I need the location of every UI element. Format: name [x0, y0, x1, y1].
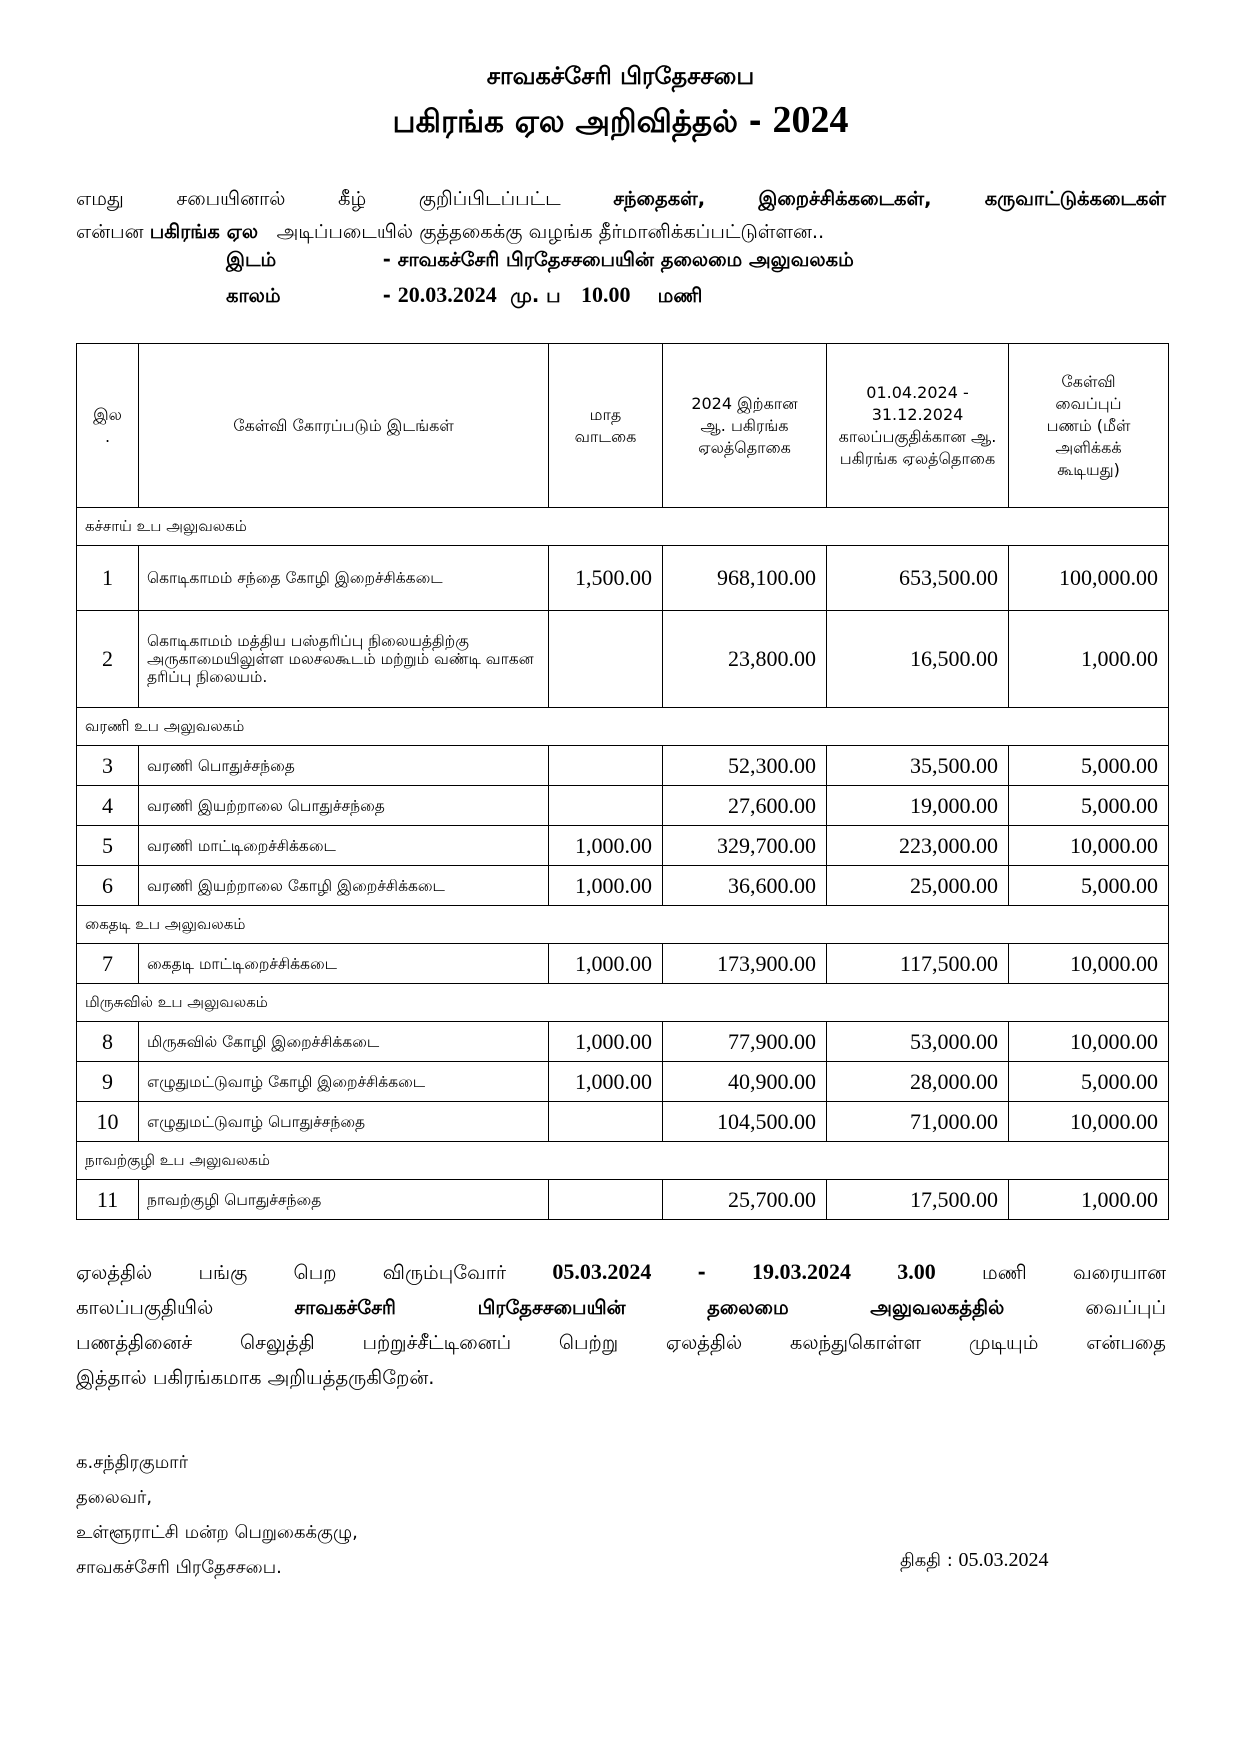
- row-place: வரணி பொதுச்சந்தை: [139, 746, 549, 786]
- closing-p5: இத்தால் பகிரங்கமாக அறியத்தருகிறேன்.: [76, 1366, 435, 1389]
- row-index: 11: [77, 1180, 139, 1220]
- row-auction-2024: 25,700.00: [663, 1180, 827, 1220]
- row-monthly-rent: 1,500.00: [549, 546, 663, 611]
- row-deposit: 10,000.00: [1009, 1022, 1169, 1062]
- intro-line1-bold: சந்தைகள், இறைச்சிக்கடைகள், கருவாட்டுக்கடைகள்: [613, 187, 1166, 210]
- row-place: மிருசுவில் கோழி இறைச்சிக்கடை: [139, 1022, 549, 1062]
- row-place: நாவற்குழி பொதுச்சந்தை: [139, 1180, 549, 1220]
- closing-p3: காலப்பகுதியில்: [76, 1296, 214, 1319]
- row-monthly-rent: [549, 1102, 663, 1142]
- section-title: நாவற்குழி உப அலுவலகம்: [77, 1142, 1169, 1180]
- row-monthly-rent: [549, 786, 663, 826]
- intro-line2-suffix: அடிப்படையில் குத்தகைக்கு வழங்க தீர்மானிக்கப்பட்டுள்ளன..: [276, 220, 825, 243]
- row-auction-2024: 27,600.00: [663, 786, 827, 826]
- row-auction-2024: 329,700.00: [663, 826, 827, 866]
- row-monthly-rent: 1,000.00: [549, 1062, 663, 1102]
- time-date: 20.03.2024: [397, 282, 497, 307]
- closing-p2: மணி வரையான: [982, 1261, 1167, 1284]
- row-period-amount: 71,000.00: [827, 1102, 1009, 1142]
- closing-end-time: 3.00: [897, 1259, 936, 1284]
- row-auction-2024: 36,600.00: [663, 866, 827, 906]
- table-header-row: [77, 344, 1169, 508]
- signature-block: [76, 1445, 358, 1585]
- row-deposit: 10,000.00: [1009, 944, 1169, 984]
- header-index: இல .: [77, 344, 139, 508]
- row-index: 2: [77, 611, 139, 708]
- row-deposit: 5,000.00: [1009, 1062, 1169, 1102]
- row-index: 7: [77, 944, 139, 984]
- row-index: 8: [77, 1022, 139, 1062]
- notice-title: [0, 98, 1241, 144]
- organization-name: சாவகச்சேரி பிரதேசசபை: [486, 62, 755, 90]
- row-deposit: 10,000.00: [1009, 826, 1169, 866]
- section-row: [77, 708, 1169, 746]
- row-deposit: 1,000.00: [1009, 1180, 1169, 1220]
- section-title: வரணி உப அலுவலகம்: [77, 708, 1169, 746]
- row-index: 5: [77, 826, 139, 866]
- row-monthly-rent: 1,000.00: [549, 826, 663, 866]
- header-location: கேள்வி கோரப்படும் இடங்கள்: [139, 344, 549, 508]
- date-label: திகதி :: [900, 1550, 953, 1571]
- table-row: [77, 746, 1169, 786]
- place-line: [226, 248, 854, 274]
- intro-paragraph: [76, 182, 1166, 248]
- time-suffix: மணி: [657, 284, 703, 307]
- row-period-amount: 35,500.00: [827, 746, 1009, 786]
- row-monthly-rent: [549, 1180, 663, 1220]
- header-monthly-rent: மாத வாடகை: [549, 344, 663, 508]
- section-row: [77, 984, 1169, 1022]
- row-deposit: 10,000.00: [1009, 1102, 1169, 1142]
- time-label: காலம்: [226, 284, 281, 307]
- signatory-role: தலைவர்,: [76, 1487, 153, 1508]
- row-place: வரணி இயற்றாலை பொதுச்சந்தை: [139, 786, 549, 826]
- closing-dash: -: [697, 1261, 706, 1284]
- time-mid: மு. ப: [510, 284, 561, 307]
- row-period-amount: 25,000.00: [827, 866, 1009, 906]
- row-place: கைதடி மாட்டிறைச்சிக்கடை: [139, 944, 549, 984]
- row-auction-2024: 77,900.00: [663, 1022, 827, 1062]
- row-period-amount: 653,500.00: [827, 546, 1009, 611]
- header-auction-2024-num: 2024 இற்கான: [691, 393, 798, 413]
- notice-title-text: பகிரங்க ஏல அறிவித்தல் -: [392, 104, 762, 140]
- row-period-amount: 19,000.00: [827, 786, 1009, 826]
- row-period-amount: 223,000.00: [827, 826, 1009, 866]
- row-monthly-rent: 1,000.00: [549, 1022, 663, 1062]
- closing-p3-suffix: வைப்புப்: [1085, 1296, 1166, 1319]
- intro-line1-prefix: எமது சபையினால் கீழ் குறிப்பிடப்பட்ட: [76, 187, 561, 210]
- lease-table: [76, 343, 1169, 1220]
- closing-end-date: 19.03.2024: [752, 1259, 852, 1284]
- row-period-amount: 17,500.00: [827, 1180, 1009, 1220]
- signatory-name: க.சந்திரகுமார்: [76, 1452, 188, 1473]
- table-row: [77, 786, 1169, 826]
- section-row: [77, 906, 1169, 944]
- intro-line2-prefix: என்பன: [76, 220, 144, 243]
- row-auction-2024: 104,500.00: [663, 1102, 827, 1142]
- signatory-committee: உள்ளூராட்சி மன்ற பெறுகைக்குழு,: [76, 1522, 358, 1543]
- time-hour: 10.00: [581, 282, 631, 307]
- table-row: [77, 546, 1169, 611]
- section-title: கைதடி உப அலுவலகம்: [77, 906, 1169, 944]
- header-deposit: கேள்வி வைப்புப் பணம் (மீள் அளிக்கக் கூடியது): [1009, 344, 1169, 508]
- row-index: 4: [77, 786, 139, 826]
- row-index: 10: [77, 1102, 139, 1142]
- table-row: [77, 1022, 1169, 1062]
- signatory-body: சாவகச்சேரி பிரதேசசபை.: [76, 1557, 282, 1578]
- section-row: [77, 508, 1169, 546]
- closing-p3-bold: சாவகச்சேரி பிரதேசசபையின் தலைமை அலுவலகத்தில்: [294, 1296, 1005, 1319]
- row-auction-2024: 23,800.00: [663, 611, 827, 708]
- header-auction-2024-text: ஆ. பகிரங்க ஏலத்தொகை: [698, 415, 791, 457]
- row-deposit: 5,000.00: [1009, 746, 1169, 786]
- row-index: 9: [77, 1062, 139, 1102]
- row-monthly-rent: [549, 746, 663, 786]
- row-period-amount: 117,500.00: [827, 944, 1009, 984]
- row-monthly-rent: [549, 611, 663, 708]
- row-auction-2024: 173,900.00: [663, 944, 827, 984]
- row-period-amount: 28,000.00: [827, 1062, 1009, 1102]
- row-deposit: 5,000.00: [1009, 866, 1169, 906]
- closing-start-date: 05.03.2024: [552, 1259, 652, 1284]
- row-place: கொடிகாமம் சந்தை கோழி இறைச்சிக்கடை: [139, 546, 549, 611]
- row-place: வரணி மாட்டிறைச்சிக்கடை: [139, 826, 549, 866]
- table-row: [77, 611, 1169, 708]
- header-period-amount: [827, 344, 1009, 508]
- notice-title-year: 2024: [772, 99, 849, 141]
- table-body: [77, 508, 1169, 1220]
- section-title: கச்சாய் உப அலுவலகம்: [77, 508, 1169, 546]
- place-label: இடம்: [226, 248, 277, 271]
- row-index: 3: [77, 746, 139, 786]
- closing-p1: ஏலத்தில் பங்கு பெற விரும்புவோர்: [76, 1261, 507, 1284]
- section-title: மிருசுவில் உப அலுவலகம்: [77, 984, 1169, 1022]
- table-row: [77, 866, 1169, 906]
- notice-date: [900, 1549, 1049, 1573]
- row-deposit: 1,000.00: [1009, 611, 1169, 708]
- table-row: [77, 826, 1169, 866]
- header-auction-2024: [663, 344, 827, 508]
- row-place: வரணி இயற்றாலை கோழி இறைச்சிக்கடை: [139, 866, 549, 906]
- row-period-amount: 16,500.00: [827, 611, 1009, 708]
- row-place: எழுதுமட்டுவாழ் கோழி இறைச்சிக்கடை: [139, 1062, 549, 1102]
- place-value: - சாவகச்சேரி பிரதேசசபையின் தலைமை அலுவலகம்: [382, 248, 854, 271]
- row-deposit: 100,000.00: [1009, 546, 1169, 611]
- row-place: கொடிகாமம் மத்திய பஸ்தரிப்பு நிலையத்திற்கு அருகாமையிலுள்ள மலசலகூடம் மற்றும் வண்டி வாகன தரிப்பு நிலையம்.: [139, 611, 549, 708]
- row-index: 1: [77, 546, 139, 611]
- time-dash: -: [382, 284, 391, 307]
- date-value: 05.03.2024: [958, 1549, 1049, 1571]
- row-auction-2024: 52,300.00: [663, 746, 827, 786]
- row-place: எழுதுமட்டுவாழ் பொதுச்சந்தை: [139, 1102, 549, 1142]
- row-auction-2024: 40,900.00: [663, 1062, 827, 1102]
- closing-p4: பணத்தினைச் செலுத்தி பற்றுச்சீட்டினைப் பெற்று ஏலத்தில் கலந்துகொள்ள முடியும் என்பதை: [76, 1331, 1166, 1354]
- header-period-text: காலப்பகுதிக்கான ஆ. பகிரங்க ஏலத்தொகை: [838, 426, 997, 468]
- row-monthly-rent: 1,000.00: [549, 944, 663, 984]
- row-index: 6: [77, 866, 139, 906]
- header-period-range: 01.04.2024 - 31.12.2024: [866, 382, 969, 424]
- row-auction-2024: 968,100.00: [663, 546, 827, 611]
- time-line: [226, 282, 702, 310]
- table-row: [77, 1180, 1169, 1220]
- closing-paragraph: [76, 1254, 1166, 1395]
- section-row: [77, 1142, 1169, 1180]
- intro-line2-bold: பகிரங்க ஏல: [149, 220, 259, 243]
- row-deposit: 5,000.00: [1009, 786, 1169, 826]
- row-period-amount: 53,000.00: [827, 1022, 1009, 1062]
- table-row: [77, 944, 1169, 984]
- table-row: [77, 1102, 1169, 1142]
- table-row: [77, 1062, 1169, 1102]
- row-monthly-rent: 1,000.00: [549, 866, 663, 906]
